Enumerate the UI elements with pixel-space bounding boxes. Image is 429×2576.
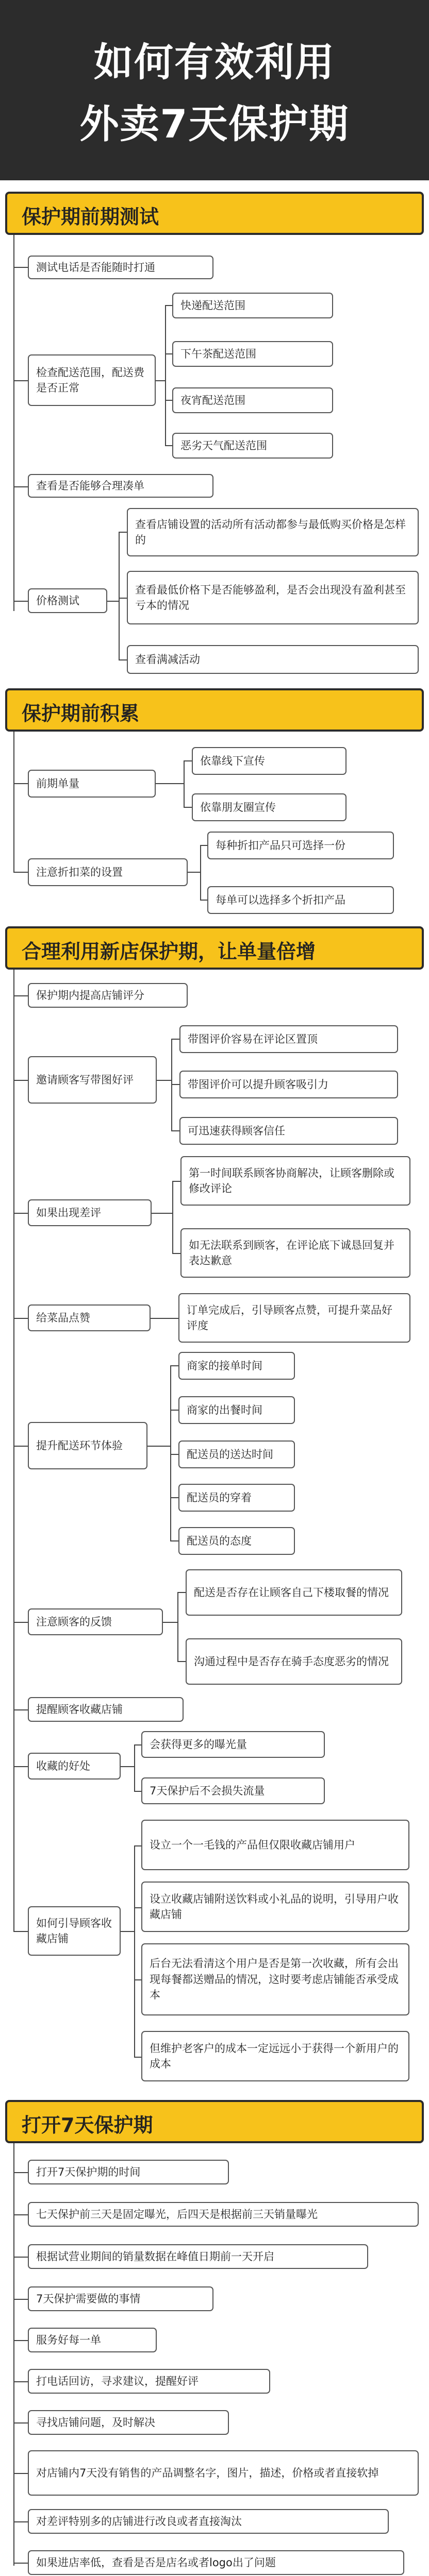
node-rider-attitude: 配送员的态度 — [178, 1527, 295, 1555]
node-exposure-rule: 七天保护前三天是固定曝光，后四天是根据前三天销量曝光 — [28, 2202, 419, 2227]
node-early-orders: 前期单量 — [28, 770, 156, 798]
node-combo-order: 查看是否能够合理凑单 — [28, 474, 213, 498]
node-remind-favorite: 提醒顾客收藏店铺 — [28, 1697, 184, 1722]
node-fix-issues: 寻找店铺问题，及时解决 — [28, 2410, 229, 2435]
node-open-timing: 根据试营业期间的销量数据在峰值日期前一天开启 — [28, 2244, 368, 2269]
node-price-test: 价格测试 — [28, 588, 107, 613]
section-trunk — [13, 2143, 14, 2566]
node-adjust-products: 对店铺内7天没有销售的产品调整名字，图片，描述，价格或者直接软掉 — [28, 2450, 419, 2496]
node-price-discount: 查看满减活动 — [127, 645, 419, 674]
node-review-pinned: 带图评价容易在评论区置顶 — [179, 1025, 398, 1053]
node-open-time: 打开7天保护期的时间 — [28, 2160, 229, 2184]
node-check-logo: 如果进店率低，查看是否是店名或者logo出了问题 — [28, 2550, 404, 2575]
node-moments-promo: 依靠朋友圈宣传 — [192, 793, 346, 821]
node-cost-warning: 后台无法看清这个用户是否是第一次收藏，所有会出现每餐都送赠品的情况，这时要考虑店铺能否承受成本 — [141, 1943, 409, 2015]
node-contact-customer: 第一时间联系顾客协商解决，让顾客删除或修改评论 — [180, 1156, 410, 1206]
node-range-express: 快递配送范围 — [172, 293, 333, 318]
node-raise-rating: 保护期内提高店铺评分 — [28, 983, 188, 1008]
node-bad-review: 如果出现差评 — [28, 1199, 152, 1226]
node-cooking-time: 商家的出餐时间 — [178, 1396, 295, 1424]
node-feedback-pickup: 配送是否存在让顾客自己下楼取餐的情况 — [186, 1569, 402, 1616]
node-range-afternoon: 下午茶配送范围 — [172, 341, 333, 367]
node-price-min: 查看店铺设置的活动所有活动都参与最低购买价格是怎样的 — [127, 508, 419, 556]
node-rider-dress: 配送员的穿着 — [178, 1484, 295, 1512]
node-range-night: 夜宵配送范围 — [172, 387, 333, 413]
node-more-exposure: 会获得更多的曝光量 — [141, 1731, 325, 1758]
title-line-1: 如何有效利用 — [94, 39, 335, 85]
node-callback: 打电话回访，寻求建议，提醒好评 — [28, 2369, 270, 2394]
node-reply-apology: 如无法联系到顾客，在评论底下诚恳回复并表达歉意 — [180, 1228, 410, 1278]
node-arrival-time: 配送员的送达时间 — [178, 1440, 295, 1468]
section-trunk — [13, 970, 14, 1802]
node-feedback-attitude: 沟通过程中是否存在骑手态度恶劣的情况 — [186, 1638, 402, 1685]
node-discount-multi: 每单可以选择多个折扣产品 — [207, 886, 394, 914]
node-invite-reviews: 邀请顾客写带图好评 — [28, 1056, 157, 1104]
node-discount-one: 每种折扣产品只可选择一份 — [207, 832, 394, 859]
node-todo: 7天保护需要做的事情 — [28, 2286, 213, 2311]
title-banner — [0, 0, 429, 180]
section-trunk — [13, 732, 14, 872]
node-delivery-experience: 提升配送环节体验 — [28, 1422, 147, 1469]
node-price-profit: 查看最低价格下是否能够盈利，是否会出现没有盈利甚至亏本的情况 — [127, 571, 419, 624]
node-improve-stores: 对差评特别多的店铺进行改良或者直接淘汰 — [28, 2509, 389, 2534]
node-keep-traffic: 7天保护后不会损失流量 — [141, 1777, 325, 1804]
node-review-trust: 可迅速获得顾客信任 — [179, 1117, 398, 1145]
node-guide-favorite: 如何引导顾客收藏店铺 — [28, 1906, 121, 1956]
node-customer-feedback: 注意顾客的反馈 — [28, 1608, 163, 1635]
section-open-protection — [5, 2100, 424, 2143]
node-penny-product: 设立一个一毛钱的产品但仅限收藏店铺用户 — [141, 1820, 409, 1870]
node-offline-promo: 依靠线下宣传 — [192, 747, 346, 775]
section-trunk — [13, 235, 14, 611]
node-serve-orders: 服务好每一单 — [28, 2328, 157, 2352]
section-title: 打开7天保护期 — [22, 2114, 153, 2137]
section-boost-orders — [5, 926, 424, 970]
section-pre-test — [5, 192, 424, 235]
section-accumulate — [5, 688, 424, 732]
node-discount-setting: 注意折扣菜的设置 — [28, 858, 188, 886]
title-line-2: 外卖7天保护期 — [79, 101, 350, 147]
node-retention-cost: 但维护老客户的成本一定远远小于获得一个新用户的成本 — [141, 2031, 409, 2081]
node-favorite-benefits: 收藏的好处 — [28, 1753, 121, 1780]
node-range-weather: 恶劣天气配送范围 — [172, 433, 333, 459]
node-review-attract: 带图评价可以提升顾客吸引力 — [179, 1071, 398, 1098]
node-phone-test: 测试电话是否能随时打通 — [28, 256, 213, 279]
node-delivery-range: 检查配送范围，配送费是否正常 — [28, 354, 156, 406]
node-accept-time: 商家的接单时间 — [178, 1352, 295, 1380]
section-title: 合理利用新店保护期，让单量倍增 — [22, 940, 316, 963]
section-title: 保护期前积累 — [22, 702, 140, 725]
node-like-guide: 订单完成后，引导顾客点赞，可提升菜品好评度 — [178, 1293, 410, 1343]
section-title: 保护期前期测试 — [22, 206, 159, 228]
node-gift-notice: 设立收藏店铺附送饮料或小礼品的说明，引导用户收藏店铺 — [141, 1882, 409, 1932]
node-like-dishes: 给菜品点赞 — [28, 1304, 151, 1331]
